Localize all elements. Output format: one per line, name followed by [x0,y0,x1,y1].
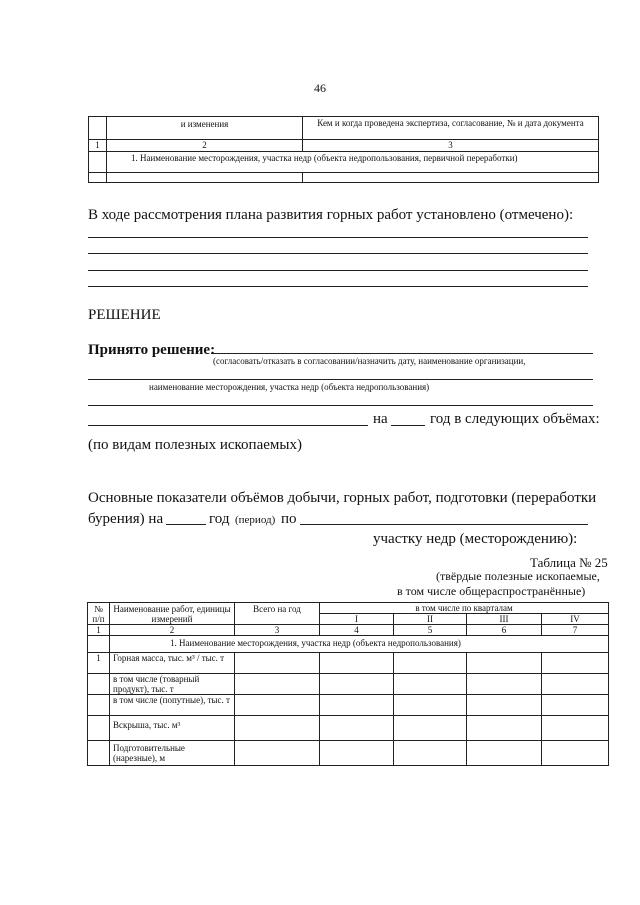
table-row [88,603,609,614]
blank-line [88,237,588,238]
blank-line [300,524,588,525]
decision-title: РЕШЕНИЕ [88,307,161,323]
row-name: Горная масса, тыс. м³ / тыс. т [110,653,235,674]
volumes-table [87,602,609,766]
review-heading: В ходе рассмотрения плана развития горных работ установлено (отмечено): [88,207,574,223]
num-1: 1 [89,140,107,152]
num-2: 2 [107,140,303,152]
decision-hint-1: (согласовать/отказать в согласовании/назначить дату, наименование организации, [213,356,526,366]
table-row [88,653,609,674]
table-row [88,741,609,766]
blank-line [88,425,368,426]
quarter-header: III [467,614,542,625]
decision-line [211,353,593,354]
row-num [88,741,110,766]
top-table [88,116,599,183]
blank-line [166,524,206,525]
row-name: Вскрыша, тыс. м³ [110,716,235,741]
volumes-na: на [373,411,388,427]
section-row: 1. Наименование месторождения, участка недр (объекта недропользования, первичной переработки) [107,152,599,173]
quarter-header: IV [542,614,609,625]
table-row [89,117,599,140]
indicators-period: (период) [235,514,276,526]
blank-line [88,405,593,406]
quarter-header: I [320,614,394,625]
row-name: в том числе (товарный продукт), тыс. т [110,674,235,695]
indicators-line2-start: бурения) на [88,511,164,527]
row-num: 1 [88,653,110,674]
col-number: 3 [235,625,320,636]
blank-line [88,286,588,287]
blank-line [88,253,588,254]
row-num [88,674,110,695]
col-number: 7 [542,625,609,636]
col-number: 2 [110,625,235,636]
table-row [88,636,609,653]
decision-hint-2: наименование месторождения, участка недр (объекта недропользования) [149,382,430,392]
table-row [88,625,609,636]
col-total-header: Всего на год [235,603,320,625]
table-row [89,152,599,173]
table-row [89,140,599,152]
table-row [89,173,599,183]
row-num [88,695,110,716]
header-left: и изменения [107,117,303,140]
col-number: 5 [394,625,467,636]
col-number: 4 [320,625,394,636]
table-row [88,674,609,695]
table-caption-sub2: в том числе общераспространённые) [397,584,586,598]
volumes-rest: год в следующих объёмах: [430,411,600,427]
blank-line [88,379,593,380]
row-name: в том числе (попутные), тыс. т [110,695,235,716]
col-quarters-header: в том числе по кварталам [320,603,609,614]
blank-line [88,270,588,271]
header-right: Кем и когда проведена экспертиза, согласование, № и дата документа [303,117,599,140]
indicators-line3: участку недр (месторождению): [373,531,578,547]
page-number: 46 [314,81,326,95]
table-row [88,716,609,741]
col-num-header: № п/п [88,603,110,625]
row-num [88,716,110,741]
year-blank [391,425,425,426]
row-name: Подготовительные (нарезные), м [110,741,235,766]
section-row: 1. Наименование месторождения, участка недр (объекта недропользования) [110,636,609,653]
table-caption-sub1: (твёрдые полезные ископаемые, [436,569,600,583]
table-caption: Таблица № 25 [530,555,608,570]
col-number: 6 [467,625,542,636]
decision-label: Принято решение: [88,342,216,358]
num-3: 3 [303,140,599,152]
indicators-line1: Основные показатели объёмов добычи, горных работ, подготовки (переработки [88,490,597,506]
indicators-po: по [281,511,297,527]
col-number: 1 [88,625,110,636]
indicators-god: год [209,511,230,527]
col-name-header: Наименование работ, единицы измерений [110,603,235,625]
minerals-note: (по видам полезных ископаемых) [88,437,302,453]
quarter-header: II [394,614,467,625]
table-row [88,695,609,716]
